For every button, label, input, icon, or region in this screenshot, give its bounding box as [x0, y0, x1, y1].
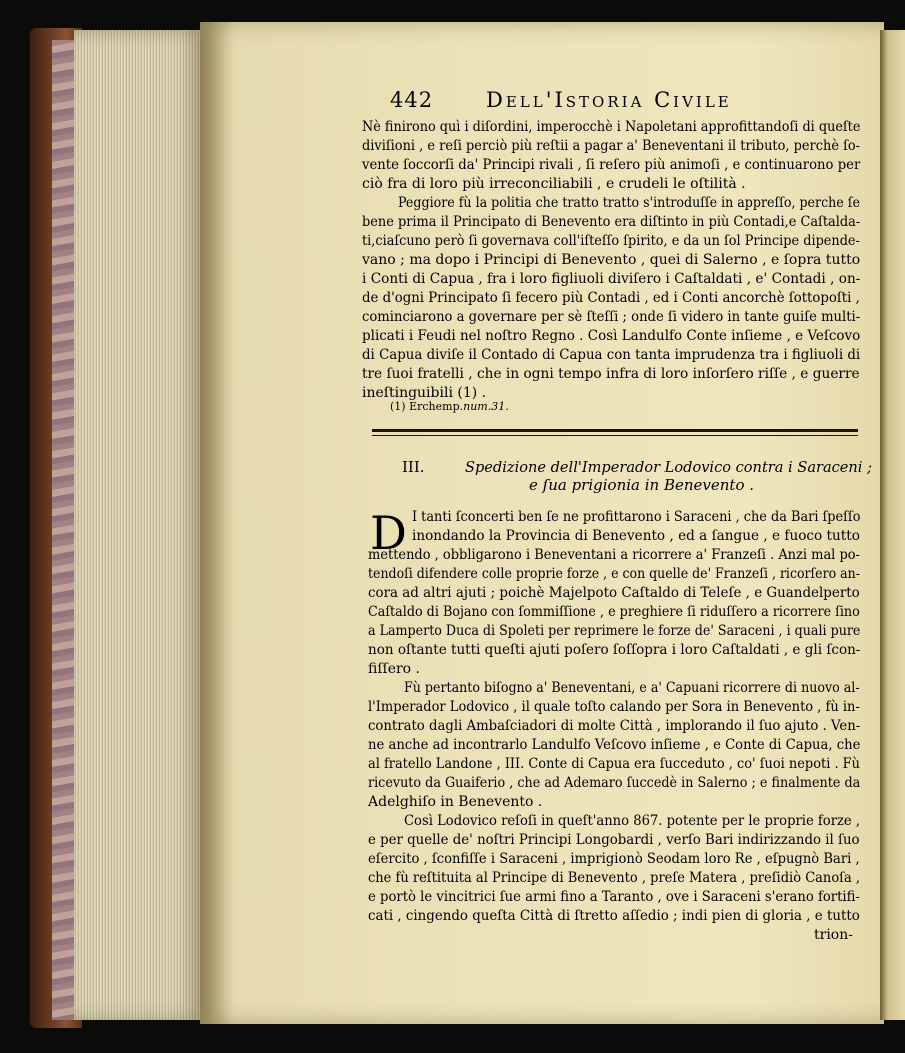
- section-number: III.: [402, 458, 425, 476]
- text-line: e per quelle de' noſtri Principi Longobardi , verſo Bari indirizzando il ſuo: [368, 832, 860, 848]
- text-line: tre ſuoi fratelli , che in ogni tempo infra di loro inſorſero riſſe , e guerre: [362, 366, 860, 382]
- section-divider-thin: [372, 435, 858, 436]
- text-line: diviſioni , e reſi perciò più reſtii a pagar a' Beneventani il tributo, perchè ſo-: [362, 138, 861, 154]
- section-title-line-1: Spedizione dell'Imperador Lodovico contra i Saraceni ;: [465, 458, 872, 476]
- text-line: Nè finirono quì i diſordini, imperocchè i Napoletani approfittandoſi di queſte: [362, 119, 861, 135]
- text-line: tendoſi difendere colle proprie forze , e con quelle de' Franzeſi , ricorſero an-: [368, 566, 860, 582]
- text-line: Caſtaldo di Bojano con ſommiſſione , e preghiere ſi riduſſero a ricorrere ſino: [368, 604, 860, 620]
- page-edges: [74, 30, 202, 1020]
- text-line: bene prima il Principato di Benevento era diſtinto in più Contadi,e Caſtalda-: [362, 214, 861, 230]
- text-line: inondando la Provincia di Benevento , ed a ſangue , e fuoco tutto: [412, 528, 860, 544]
- text-line: contrato dagli Ambaſciadori di molte Città , implorando il ſuo ajuto . Ven-: [368, 718, 861, 734]
- catchword: trion-: [814, 927, 853, 943]
- text-line: ricevuto da Guaiferio , che ad Ademaro ſuccedè in Salerno ; e finalmente da: [368, 775, 861, 791]
- text-line: cora ad altri ajuti ; poichè Majelpoto Caſtaldo di Teleſe , e Guandelperto: [368, 585, 860, 601]
- text-line: Adelghiſo in Benevento .: [368, 794, 543, 810]
- text-line: al fratello Landone , III. Conte di Capua era ſucceduto , co' ſuoi nepoti . Fù: [368, 756, 860, 772]
- text-line: vano ; ma dopo i Principi di Benevento , quei di Salerno , e ſopra tutto: [362, 252, 861, 268]
- page-number: 442: [390, 88, 434, 112]
- text-line: non oſtante tutti queſti ajuti poſero ſoſſopra i loro Caſtaldati , e gli ſcon-: [368, 642, 861, 658]
- facing-page-edge: [880, 30, 905, 1020]
- text-line: ti,ciaſcuno però ſi governava coll'iſteſſo ſpirito, e da un ſol Principe dipende-: [362, 233, 860, 249]
- text-line: cati , cingendo queſta Città di ſtretto aſſedio ; indi pien di gloria , e tutto: [368, 908, 860, 924]
- text-line: I tanti ſconcerti ben ſe ne profittarono i Saraceni , che da Bari ſpeſſo: [412, 509, 861, 525]
- text-line: Peggiore fù la politia che tratto tratto s'introduſſe in appreſſo, perche ſe: [398, 195, 860, 211]
- text-line: Così Lodovico reſoſi in queſt'anno 867. potente per le proprie forze ,: [404, 813, 861, 829]
- text-line: l'Imperador Lodovico , il quale toſto calando per Sora in Benevento , fù in-: [368, 699, 860, 715]
- page-header: [390, 88, 860, 114]
- text-line: a Lamperto Duca di Spoleti per reprimere le forze de' Saraceni , i quali pure: [368, 623, 861, 639]
- text-line: e portò le vincitrici ſue armi fino a Taranto , ove i Saraceni s'erano fortifi-: [368, 889, 860, 905]
- text-line: plicati i Feudi nel noſtro Regno . Così Landulfo Conte inſieme , e Veſcovo: [362, 328, 861, 344]
- text-line: ciò fra di loro più irreconciliabili , e crudeli le oſtilità .: [362, 176, 746, 192]
- footnote-ref: num.31.: [463, 400, 509, 413]
- section-title-line-2: e ſua prigionia in Benevento .: [529, 476, 755, 494]
- text-line: Fù pertanto biſogno a' Beneventani, e a' Capuani ricorrere di nuovo al-: [404, 680, 860, 696]
- text-line: che fù reſtituita al Principe di Benevento , preſe Matera , preſidiò Canoſa ,: [368, 870, 861, 886]
- footnote: [390, 400, 509, 413]
- drop-cap: D: [370, 506, 407, 560]
- text-line: ineſtinguibili (1) .: [362, 385, 487, 401]
- text-line: ne anche ad incontrarlo Landulfo Veſcovo inſieme , e Conte di Capua, che: [368, 737, 861, 753]
- footnote-marker: (1): [390, 400, 406, 413]
- section-divider-thick: [372, 429, 858, 432]
- text-line: fiſſero .: [368, 661, 421, 677]
- text-line: de d'ogni Principato ſi fecero più Contadi , ed i Conti ancorchè ſottopoſti ,: [362, 290, 860, 306]
- text-line: eſercito , ſconfiſſe i Saraceni , imprigionò Seodam loro Re , eſpugnò Bari ,: [368, 851, 860, 867]
- text-line: vente ſoccorſi da' Principi rivali , ſi reſero più animoſi , e continuarono per: [362, 157, 861, 173]
- text-line: cominciarono a governare per sè ſteſſi ; onde ſi videro in tante guiſe multi-: [362, 309, 861, 325]
- text-line: i Conti di Capua , fra i loro figliuoli diviſero i Caſtaldati , e' Contadi , on-: [362, 271, 861, 287]
- text-line: mettendo , obbligarono i Beneventani a ricorrere a' Franzeſi . Anzi mal po-: [368, 547, 860, 563]
- running-title: Dell'Istoria Civile: [486, 88, 732, 112]
- text-line: di Capua diviſe il Contado di Capua con tanta imprudenza tra i figliuoli di: [362, 347, 861, 363]
- footnote-author: Erchemp.: [409, 400, 464, 413]
